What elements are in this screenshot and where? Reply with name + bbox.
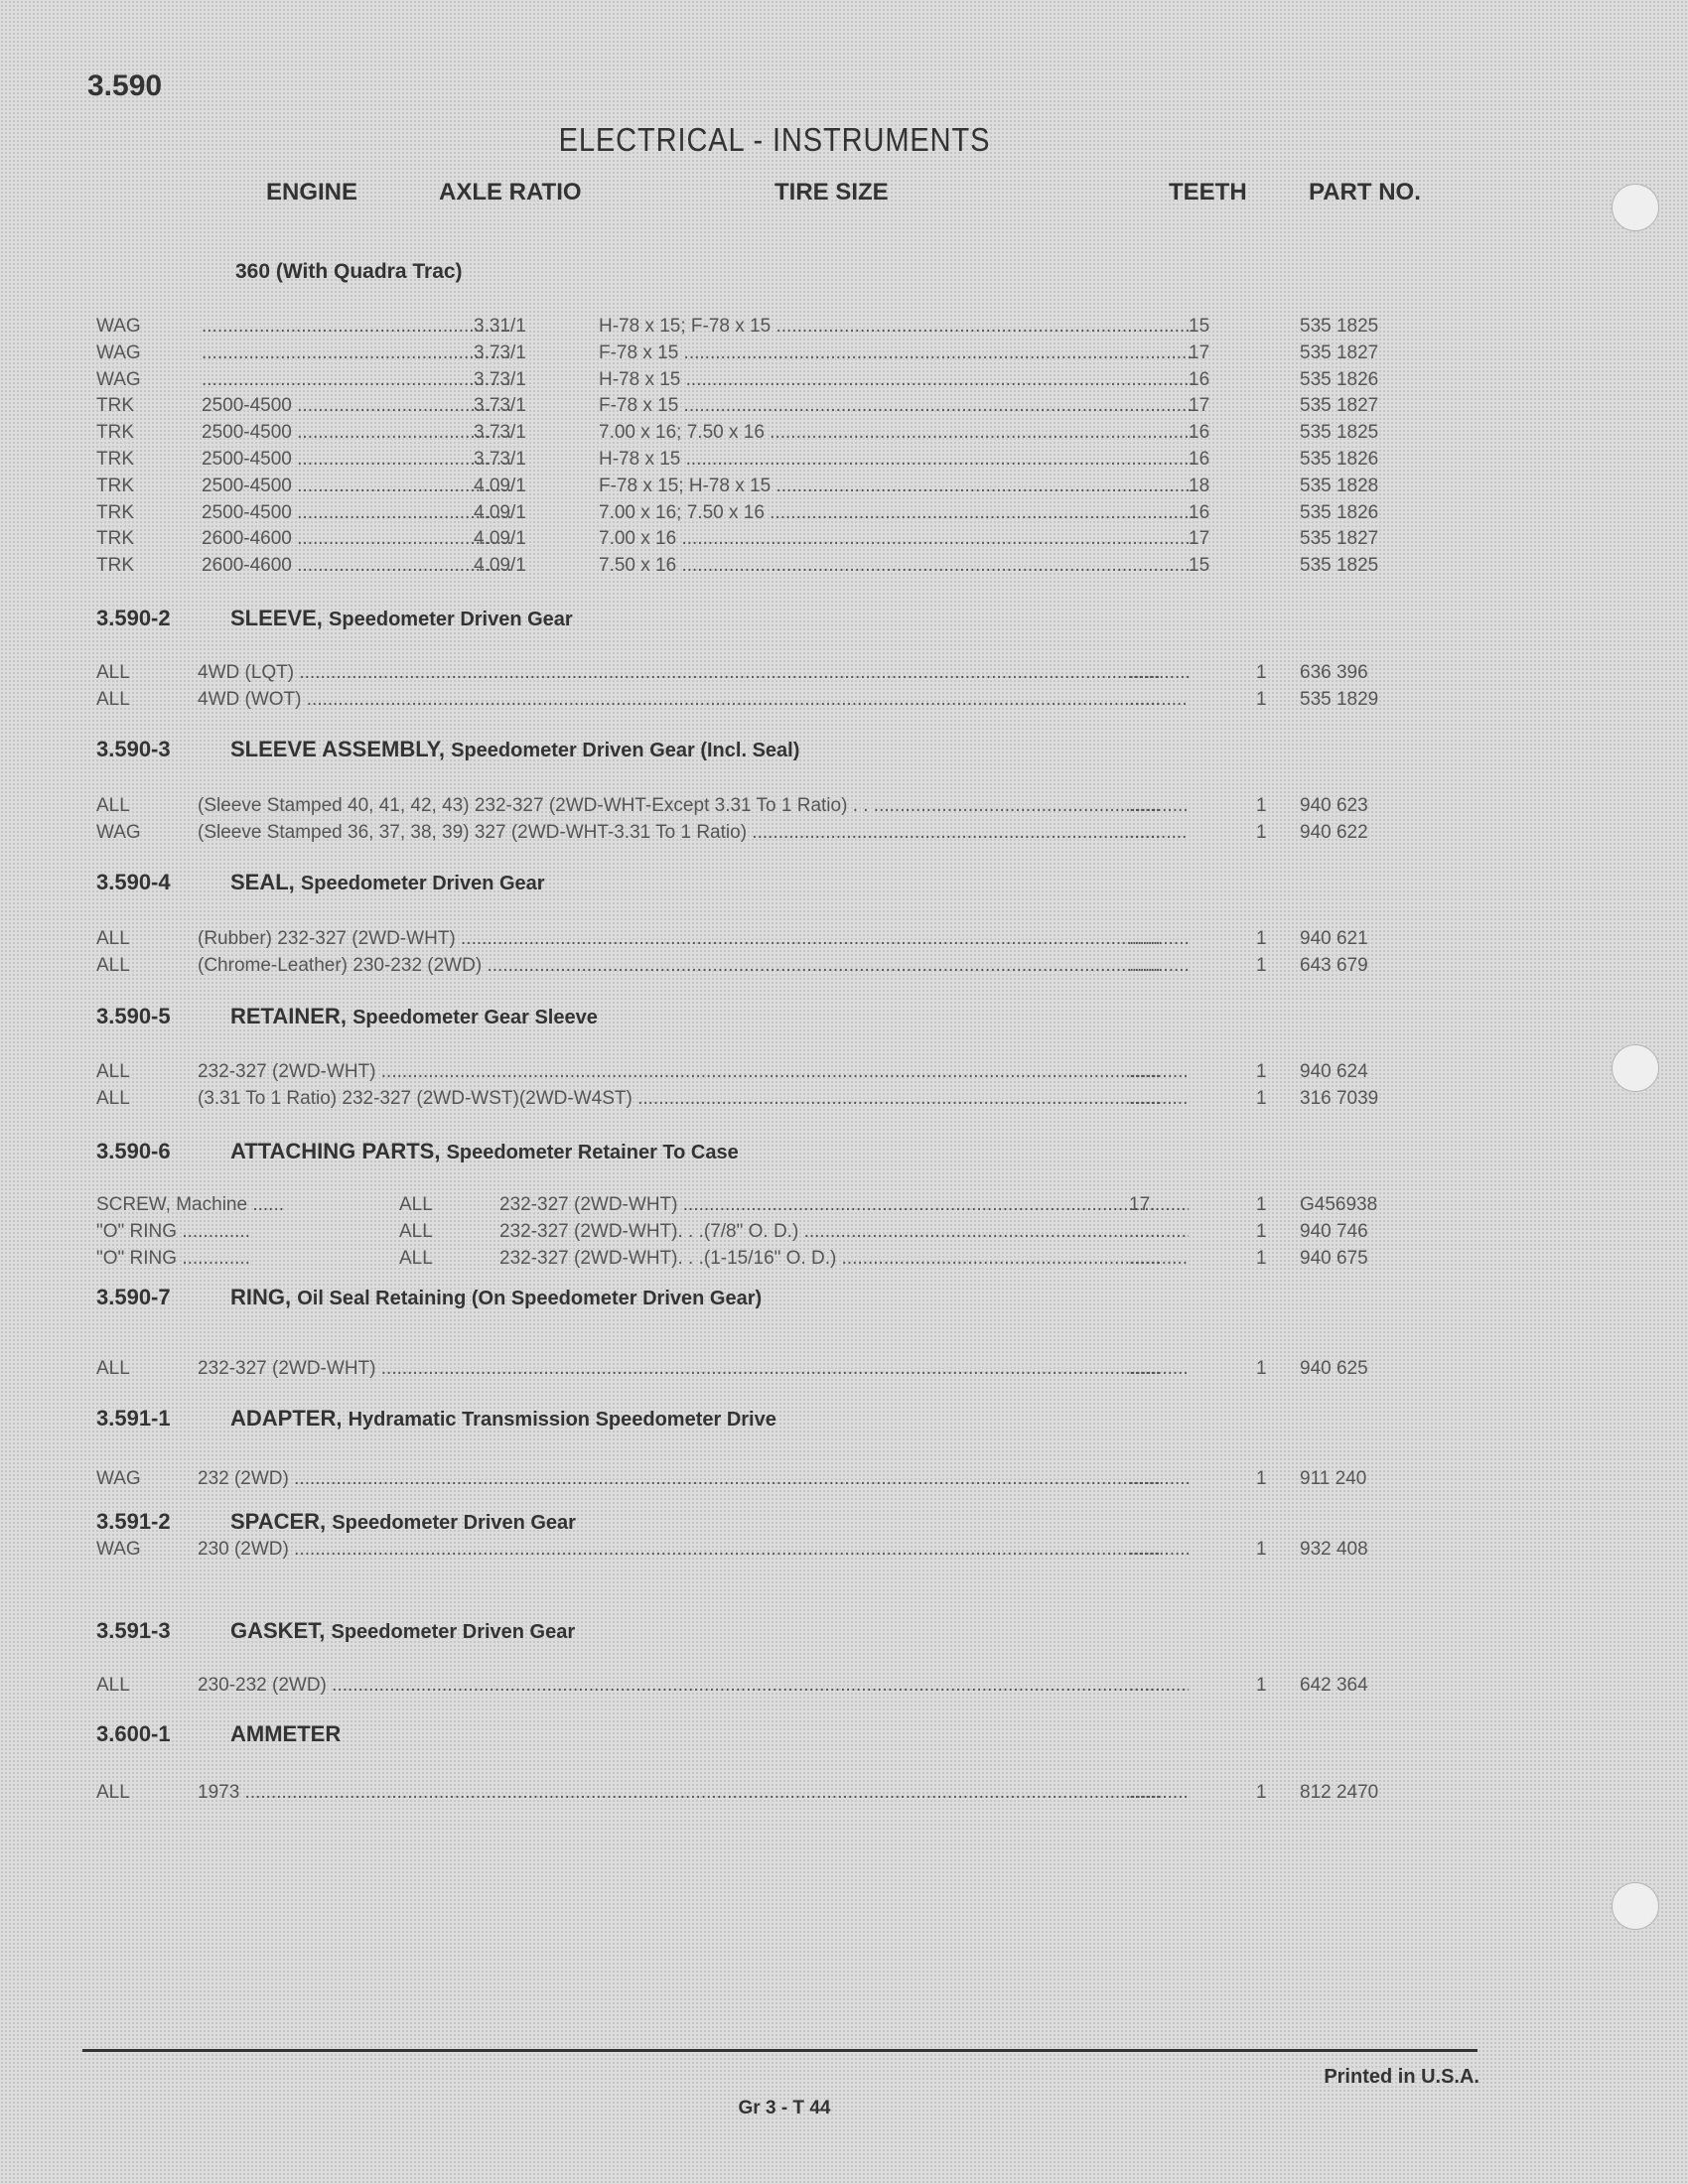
- list-item: [96, 1248, 1407, 1274]
- tire-size-cell: 7.00 x 16; 7.50 x 16 .....: [599, 502, 1193, 524]
- model-cell: TRK: [96, 422, 134, 444]
- quantity-cell: 1: [1256, 1221, 1267, 1242]
- punch-hole: [1612, 1882, 1659, 1930]
- part-number-cell: 932 408: [1300, 1539, 1368, 1560]
- tire-size-cell: F-78 x 15; H-78 x 15 .....: [599, 476, 1193, 497]
- part-number-cell: 940 746: [1300, 1221, 1368, 1242]
- qualifier-cell: ......: [1129, 689, 1161, 710]
- part-number-cell: 535 1828: [1300, 475, 1379, 496]
- list-item: [96, 1194, 1407, 1220]
- axle-ratio-cell: 3.73/1: [474, 368, 526, 390]
- part-number-cell: 642 364: [1300, 1675, 1368, 1696]
- description-cell: (Sleeve Stamped 40, 41, 42, 43) 232-327 (2WD-WHT-Except 3.31 To 1 Ratio) . . .....: [198, 795, 1189, 817]
- page-number: 3.590: [87, 69, 163, 102]
- section-description: Speedometer Retainer To Case: [446, 1142, 739, 1163]
- model-cell: ALL: [96, 1061, 130, 1082]
- description-cell: 232-327 (2WD-WHT). . .(1-15/16" O. D.) .....: [499, 1248, 1189, 1270]
- section-number: 3.590-4: [96, 870, 171, 894]
- section-part-name: ATTACHING PARTS,: [230, 1139, 441, 1163]
- qualifier-cell: ......: [1129, 1221, 1161, 1242]
- qualifier-cell: ......: [1129, 1061, 1161, 1082]
- model-cell: WAG: [96, 316, 141, 337]
- section-header: [96, 1139, 739, 1164]
- list-item: [96, 1468, 1407, 1494]
- section-description: Speedometer Driven Gear: [331, 1621, 576, 1643]
- qualifier-cell: ......: [1129, 955, 1161, 976]
- table-row: [96, 316, 1407, 341]
- qualifier-cell: ......: [1129, 1248, 1161, 1269]
- model-cell: "O" RING .............: [96, 1221, 250, 1242]
- model-cell: ALL: [96, 689, 130, 710]
- punch-hole: [1612, 184, 1659, 231]
- range-leader: [202, 369, 511, 391]
- description-cell: 4WD (WOT) .....: [198, 689, 1189, 711]
- teeth-cell: 17: [1189, 528, 1210, 550]
- section-header: [96, 1004, 598, 1029]
- model-cell: TRK: [96, 501, 134, 523]
- qualifier-cell: ......: [1129, 1358, 1161, 1379]
- section-number: 3.591-2: [96, 1509, 171, 1534]
- part-number-cell: 535 1827: [1300, 395, 1379, 417]
- section-number: 3.591-3: [96, 1618, 171, 1643]
- qualifier-cell: ......: [1129, 822, 1161, 843]
- list-item: [96, 1675, 1407, 1701]
- list-item: [96, 1358, 1407, 1384]
- description-cell: 1973 .....: [198, 1782, 1189, 1804]
- part-number-cell: 535 1827: [1300, 528, 1379, 550]
- quantity-cell: 1: [1256, 662, 1267, 683]
- section-description: Speedometer Driven Gear: [329, 609, 573, 630]
- qualifier-cell: ......: [1129, 1539, 1161, 1560]
- qualifier-cell: ......: [1129, 1468, 1161, 1489]
- range-leader: [202, 342, 511, 364]
- axle-ratio-cell: 4.09/1: [474, 555, 526, 577]
- table-row: [96, 449, 1407, 475]
- model-cell: ALL: [96, 955, 130, 976]
- qualifier-cell: ......: [1129, 1088, 1161, 1109]
- section-description: Oil Seal Retaining (On Speedometer Driven Gear): [297, 1288, 763, 1309]
- model-cell: WAG: [96, 1468, 141, 1489]
- quantity-cell: 1: [1256, 822, 1267, 843]
- part-number-cell: 535 1825: [1300, 316, 1379, 337]
- table-row: [96, 422, 1407, 448]
- part-number-cell: 940 621: [1300, 928, 1368, 949]
- tire-size-cell: 7.00 x 16 .....: [599, 528, 1193, 550]
- tire-size-cell: H-78 x 15 .....: [599, 369, 1193, 391]
- model-cell: TRK: [96, 555, 134, 577]
- section-number: 3.591-1: [96, 1406, 171, 1431]
- section-number: 3.590-5: [96, 1004, 171, 1028]
- qualifier-cell: ......: [1129, 1782, 1161, 1803]
- section-part-name: RETAINER,: [230, 1004, 347, 1028]
- range-cell: 2500-4500 .....: [202, 476, 511, 497]
- range-cell: 2500-4500 .....: [202, 502, 511, 524]
- teeth-cell: 16: [1189, 422, 1210, 444]
- quantity-cell: 1: [1256, 1358, 1267, 1379]
- part-number-cell: 535 1826: [1300, 368, 1379, 390]
- model-cell: WAG: [96, 1539, 141, 1560]
- section-part-name: SEAL,: [230, 870, 295, 894]
- model-scope-cell: ALL: [399, 1248, 433, 1269]
- list-item: [96, 795, 1407, 821]
- column-header-part-no: PART NO.: [1309, 179, 1421, 205]
- qualifier-cell: 17.: [1129, 1194, 1156, 1215]
- model-cell: TRK: [96, 528, 134, 550]
- quantity-cell: 1: [1256, 1782, 1267, 1803]
- part-number-cell: 535 1826: [1300, 449, 1379, 470]
- section-part-name: AMMETER: [230, 1721, 342, 1746]
- footer-rule: [82, 2049, 1477, 2052]
- part-number-cell: 535 1827: [1300, 341, 1379, 363]
- model-scope-cell: ALL: [399, 1221, 433, 1242]
- model-cell: WAG: [96, 341, 141, 363]
- section-header: [96, 737, 799, 762]
- description-cell: (Sleeve Stamped 36, 37, 38, 39) 327 (2WD-WHT-3.31 To 1 Ratio) .....: [198, 822, 1189, 844]
- range-leader: [202, 316, 511, 338]
- quantity-cell: 1: [1256, 1468, 1267, 1489]
- section-header: [96, 606, 573, 631]
- punch-hole: [1612, 1044, 1659, 1092]
- range-cell: 2500-4500 .....: [202, 422, 511, 444]
- description-cell: 230 (2WD) .....: [198, 1539, 1189, 1561]
- tire-size-cell: H-78 x 15 .....: [599, 449, 1193, 471]
- group-code: Gr 3 - T 44: [738, 2098, 831, 2118]
- list-item: [96, 1221, 1407, 1247]
- tire-size-cell: H-78 x 15; F-78 x 15 .....: [599, 316, 1193, 338]
- tire-size-cell: 7.50 x 16 .....: [599, 555, 1193, 577]
- model-cell: TRK: [96, 449, 134, 470]
- part-number-cell: 940 623: [1300, 795, 1368, 816]
- description-cell: 230-232 (2WD) .....: [198, 1675, 1189, 1697]
- axle-ratio-cell: 3.73/1: [474, 449, 526, 470]
- section-part-name: SLEEVE ASSEMBLY,: [230, 737, 445, 761]
- section-number: 3.600-1: [96, 1721, 171, 1746]
- model-cell: WAG: [96, 822, 141, 843]
- model-cell: WAG: [96, 368, 141, 390]
- description-cell: 4WD (LQT) .....: [198, 662, 1189, 684]
- teeth-cell: 15: [1189, 316, 1210, 337]
- table-row: [96, 342, 1407, 368]
- list-item: [96, 822, 1407, 848]
- range-cell: 2600-4600 .....: [202, 528, 511, 550]
- model-scope-cell: ALL: [399, 1194, 433, 1215]
- section-description: Hydramatic Transmission Speedometer Drive: [348, 1409, 776, 1431]
- table-row: [96, 555, 1407, 581]
- column-header-tire-size: TIRE SIZE: [774, 179, 889, 205]
- list-item: [96, 955, 1407, 981]
- quantity-cell: 1: [1256, 1088, 1267, 1109]
- section-header: [96, 1285, 762, 1310]
- table-row: [96, 528, 1407, 554]
- model-cell: ALL: [96, 662, 130, 683]
- table-row: [96, 502, 1407, 528]
- list-item: [96, 1061, 1407, 1087]
- qualifier-cell: ......: [1129, 662, 1161, 683]
- teeth-cell: 18: [1189, 475, 1210, 496]
- list-item: [96, 689, 1407, 715]
- part-number-cell: 812 2470: [1300, 1782, 1379, 1803]
- model-cell: ALL: [96, 1088, 130, 1109]
- tire-size-cell: F-78 x 15 .....: [599, 342, 1193, 364]
- list-item: [96, 928, 1407, 954]
- section-description: Speedometer Driven Gear: [332, 1512, 576, 1534]
- table-row: [96, 369, 1407, 395]
- quantity-cell: 1: [1256, 1248, 1267, 1269]
- model-cell: SCREW, Machine ......: [96, 1194, 284, 1215]
- qualifier-cell: ......: [1129, 928, 1161, 949]
- model-cell: TRK: [96, 395, 134, 417]
- section-part-name: SPACER,: [230, 1509, 327, 1534]
- list-item: [96, 662, 1407, 688]
- tire-size-cell: 7.00 x 16; 7.50 x 16 .....: [599, 422, 1193, 444]
- part-number-cell: 940 622: [1300, 822, 1368, 843]
- section-description: Speedometer Driven Gear: [300, 873, 545, 894]
- list-item: [96, 1088, 1407, 1114]
- description-cell: 232 (2WD) .....: [198, 1468, 1189, 1490]
- column-header-teeth: TEETH: [1169, 179, 1247, 205]
- quantity-cell: 1: [1256, 1675, 1267, 1696]
- section-number: 3.590-2: [96, 606, 171, 630]
- quantity-cell: 1: [1256, 1194, 1267, 1215]
- description-cell: 232-327 (2WD-WHT) .....: [499, 1194, 1189, 1216]
- axle-ratio-cell: 4.09/1: [474, 528, 526, 550]
- section-part-name: RING,: [230, 1285, 292, 1309]
- section-header: [96, 1509, 576, 1535]
- teeth-cell: 17: [1189, 395, 1210, 417]
- quantity-cell: 1: [1256, 955, 1267, 976]
- table-row: [96, 476, 1407, 501]
- section-number: 3.590-3: [96, 737, 171, 761]
- part-number-cell: 316 7039: [1300, 1088, 1379, 1109]
- printed-in-usa: Printed in U.S.A.: [1324, 2066, 1479, 2088]
- quantity-cell: 1: [1256, 1061, 1267, 1082]
- part-number-cell: G456938: [1300, 1194, 1378, 1215]
- qualifier-cell: ......: [1129, 795, 1161, 816]
- section-description: Speedometer Driven Gear (Incl. Seal): [451, 740, 800, 761]
- part-number-cell: 636 396: [1300, 662, 1368, 683]
- model-cell: TRK: [96, 475, 134, 496]
- axle-ratio-cell: 4.09/1: [474, 501, 526, 523]
- section-header: [96, 1721, 341, 1747]
- section-part-name: ADAPTER,: [230, 1406, 343, 1431]
- description-cell: 232-327 (2WD-WHT) .....: [198, 1061, 1189, 1083]
- part-number-cell: 643 679: [1300, 955, 1368, 976]
- section-part-name: GASKET,: [230, 1618, 326, 1643]
- description-cell: 232-327 (2WD-WHT). . .(7/8" O. D.) .....: [499, 1221, 1189, 1243]
- description-cell: (3.31 To 1 Ratio) 232-327 (2WD-WST)(2WD-W4ST) .....: [198, 1088, 1189, 1110]
- section-number: 3.590-7: [96, 1285, 171, 1309]
- part-number-cell: 535 1825: [1300, 422, 1379, 444]
- table-row: [96, 395, 1407, 421]
- qualifier-cell: ......: [1129, 1675, 1161, 1696]
- axle-ratio-cell: 3.31/1: [474, 316, 526, 337]
- list-item: [96, 1782, 1407, 1808]
- column-header-engine: ENGINE: [266, 179, 358, 205]
- model-cell: ALL: [96, 1358, 130, 1379]
- axle-ratio-cell: 3.73/1: [474, 422, 526, 444]
- subheading-engine: 360 (With Quadra Trac): [235, 260, 463, 283]
- teeth-cell: 16: [1189, 501, 1210, 523]
- quantity-cell: 1: [1256, 928, 1267, 949]
- part-number-cell: 535 1829: [1300, 689, 1379, 710]
- description-cell: 232-327 (2WD-WHT) .....: [198, 1358, 1189, 1380]
- teeth-cell: 15: [1189, 555, 1210, 577]
- tire-size-cell: F-78 x 15 .....: [599, 395, 1193, 417]
- model-cell: ALL: [96, 1675, 130, 1696]
- model-cell: ALL: [96, 795, 130, 816]
- part-number-cell: 940 625: [1300, 1358, 1368, 1379]
- teeth-cell: 16: [1189, 368, 1210, 390]
- part-number-cell: 940 675: [1300, 1248, 1368, 1269]
- page-title: ELECTRICAL - INSTRUMENTS: [558, 121, 991, 158]
- part-number-cell: 535 1826: [1300, 501, 1379, 523]
- section-number: 3.590-6: [96, 1139, 171, 1163]
- model-cell: ALL: [96, 928, 130, 949]
- section-header: [96, 1618, 575, 1644]
- range-cell: 2500-4500 .....: [202, 395, 511, 417]
- axle-ratio-cell: 3.73/1: [474, 395, 526, 417]
- description-cell: (Rubber) 232-327 (2WD-WHT) .....: [198, 928, 1189, 950]
- teeth-cell: 16: [1189, 449, 1210, 470]
- range-cell: 2500-4500 .....: [202, 449, 511, 471]
- section-part-name: SLEEVE,: [230, 606, 323, 630]
- part-number-cell: 940 624: [1300, 1061, 1368, 1082]
- axle-ratio-cell: 4.09/1: [474, 475, 526, 496]
- column-header-axle-ratio: AXLE RATIO: [439, 179, 582, 205]
- section-header: [96, 1406, 776, 1432]
- quantity-cell: 1: [1256, 795, 1267, 816]
- teeth-cell: 17: [1189, 341, 1210, 363]
- part-number-cell: 911 240: [1300, 1468, 1367, 1489]
- list-item: [96, 1539, 1407, 1565]
- axle-ratio-cell: 3.73/1: [474, 341, 526, 363]
- quantity-cell: 1: [1256, 689, 1267, 710]
- description-cell: (Chrome-Leather) 230-232 (2WD) .....: [198, 955, 1189, 977]
- section-header: [96, 870, 545, 895]
- model-cell: "O" RING .............: [96, 1248, 250, 1269]
- model-cell: ALL: [96, 1782, 130, 1803]
- part-number-cell: 535 1825: [1300, 555, 1379, 577]
- section-description: Speedometer Gear Sleeve: [352, 1007, 598, 1028]
- quantity-cell: 1: [1256, 1539, 1267, 1560]
- range-cell: 2600-4600 .....: [202, 555, 511, 577]
